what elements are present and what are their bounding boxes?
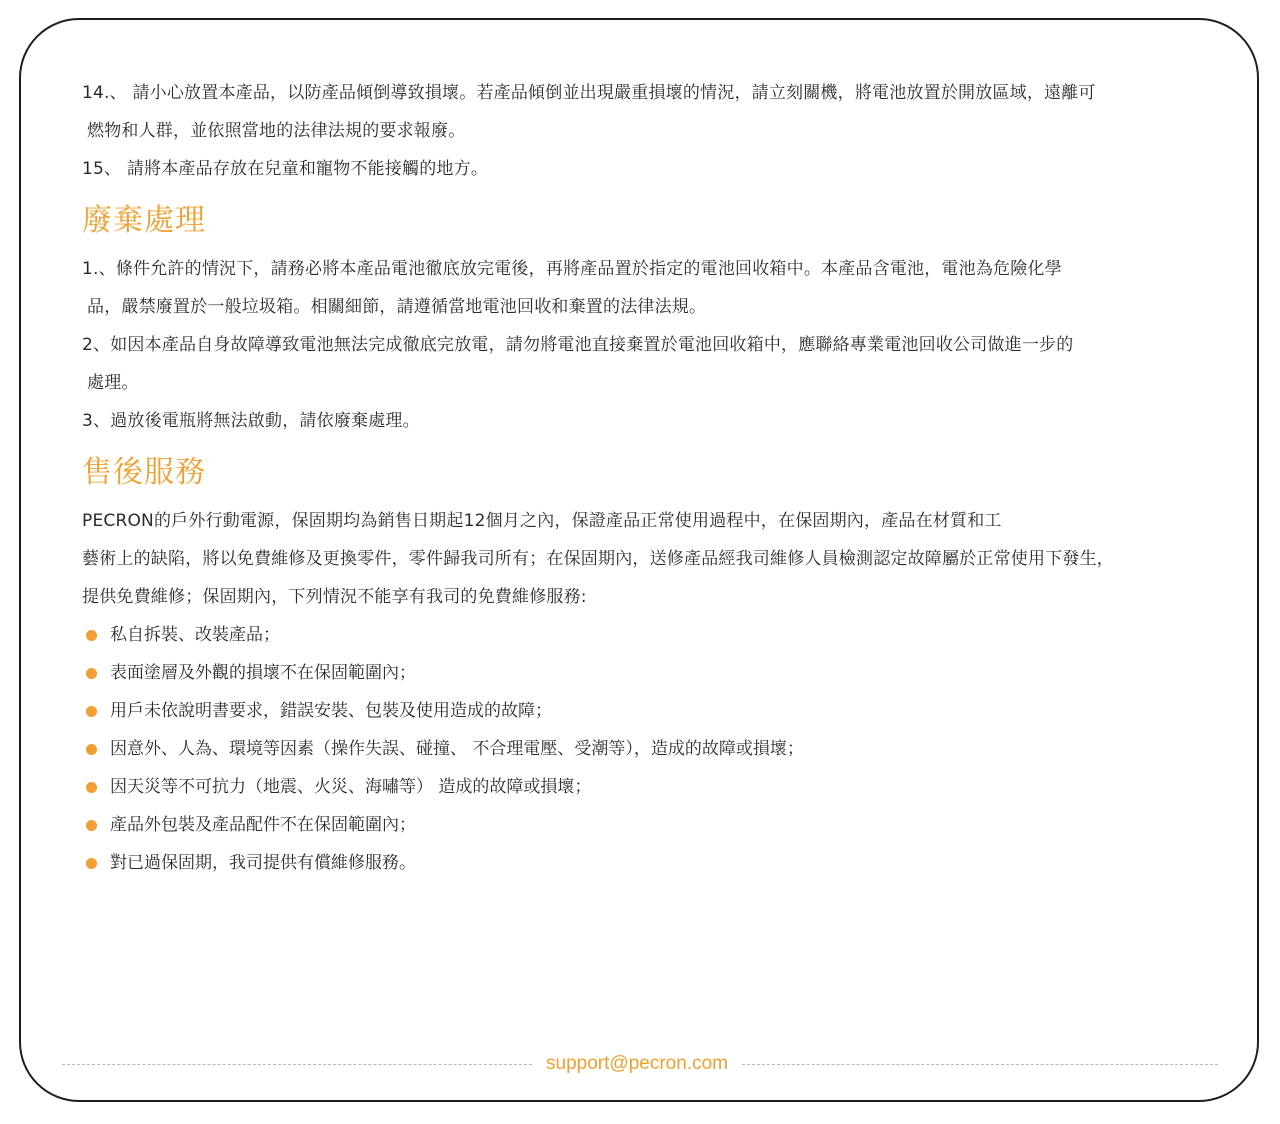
footer bbox=[62, 1052, 1218, 1076]
list-item-text: 用戶未依說明書要求，錯誤安裝、包裝及使用造成的故障； bbox=[110, 701, 552, 721]
service-section bbox=[82, 452, 1232, 882]
support-email-link[interactable]: support@pecron.com bbox=[546, 1053, 728, 1074]
bullet-dot-icon bbox=[86, 782, 97, 793]
list-item bbox=[82, 806, 1232, 844]
disposal-item-1-continued: 品，嚴禁廢置於一般垃圾箱。相關細節，請遵循當地電池回收和棄置的法律法規。 bbox=[87, 297, 707, 317]
service-paragraph-line: 提供免費維修；保固期內，下列情況不能享有我司的免費維修服務: bbox=[82, 587, 587, 607]
disposal-item-1: 1.、條件允許的情況下，請務必將本產品電池徹底放完電後，再將產品置於指定的電池回收箱中。本產品含電池，電池為危險化學 bbox=[82, 259, 1062, 279]
service-paragraph-line: PECRON的戶外行動電源，保固期均為銷售日期起12個月之內，保證產品正常使用過程中，在保固期內，產品在材質和工 bbox=[82, 511, 1002, 531]
service-exclusions-list bbox=[82, 616, 1232, 882]
list-item bbox=[82, 616, 1232, 654]
bullet-dot-icon bbox=[86, 668, 97, 679]
spacer bbox=[82, 494, 1232, 502]
disposal-title: 廢棄處理 bbox=[82, 203, 206, 238]
list-item-text: 私自拆裝、改裝產品； bbox=[110, 625, 280, 645]
list-item-text: 因天災等不可抗力（地震、火災、海嘯等） 造成的故障或損壞； bbox=[110, 777, 592, 797]
service-paragraph-line: 藝術上的缺陷，將以免費維修及更換零件，零件歸我司所有；在保固期內，送修產品經我司維修人員檢測認定故障屬於正常使用下發生， bbox=[82, 549, 1114, 569]
bullet-dot-icon bbox=[86, 858, 97, 869]
spacer bbox=[82, 188, 1232, 200]
spacer bbox=[82, 440, 1232, 452]
disposal-section bbox=[82, 200, 1232, 440]
disposal-item-3: 3、過放後電瓶將無法啟動，請依廢棄處理。 bbox=[82, 411, 420, 431]
safety-item-15: 15、 請將本產品存放在兒童和寵物不能接觸的地方。 bbox=[82, 159, 489, 179]
list-item bbox=[82, 768, 1232, 806]
bullet-dot-icon bbox=[86, 630, 97, 641]
safety-item-14-continued: 燃物和人群，並依照當地的法律法規的要求報廢。 bbox=[87, 121, 466, 141]
list-item bbox=[82, 654, 1232, 692]
safety-section bbox=[82, 74, 1232, 188]
footer-divider-left bbox=[62, 1064, 532, 1065]
bullet-dot-icon bbox=[86, 744, 97, 755]
list-item bbox=[82, 692, 1232, 730]
service-title: 售後服務 bbox=[82, 455, 206, 490]
list-item-text: 對已過保固期，我司提供有償維修服務。 bbox=[110, 853, 416, 873]
disposal-item-2-continued: 處理。 bbox=[87, 373, 139, 393]
list-item-text: 產品外包裝及產品配件不在保固範圍內； bbox=[110, 815, 416, 835]
list-item-text: 表面塗層及外觀的損壞不在保固範圍內； bbox=[110, 663, 416, 683]
manual-content bbox=[82, 74, 1232, 882]
bullet-dot-icon bbox=[86, 706, 97, 717]
list-item bbox=[82, 730, 1232, 768]
footer-divider-right bbox=[742, 1064, 1218, 1065]
list-item bbox=[82, 844, 1232, 882]
safety-item-14: 14.、 請小心放置本產品，以防產品傾倒導致損壞。若產品傾倒並出現嚴重損壞的情況，請立刻關機，將電池放置於開放區域，遠離可 bbox=[82, 83, 1096, 103]
list-item-text: 因意外、人為、環境等因素（操作失誤、碰撞、 不合理電壓、受潮等），造成的故障或損壞； bbox=[110, 739, 804, 759]
bullet-dot-icon bbox=[86, 820, 97, 831]
spacer bbox=[82, 242, 1232, 250]
disposal-item-2: 2、如因本產品自身故障導致電池無法完成徹底完放電，請勿將電池直接棄置於電池回收箱中，應聯絡專業電池回收公司做進一步的 bbox=[82, 335, 1074, 355]
